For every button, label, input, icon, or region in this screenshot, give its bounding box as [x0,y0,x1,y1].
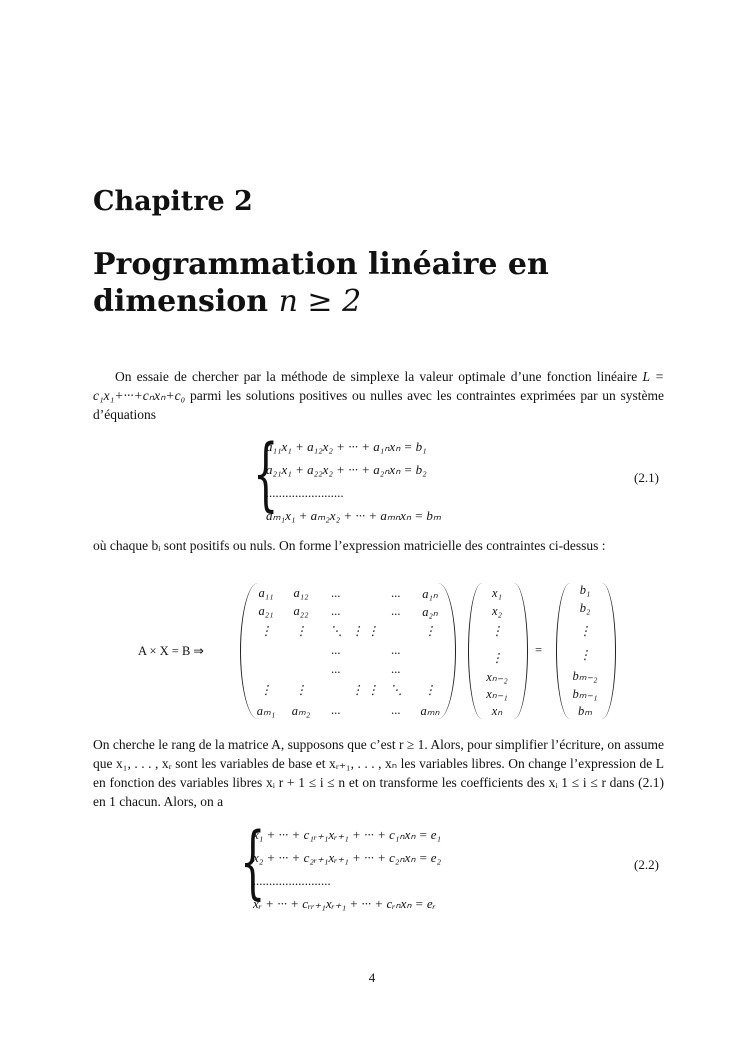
intro-part-1: On essaie de chercher par la méthode de simplexe la valeur optimale d’une fonction linéaire [115,369,638,384]
vector-X-cell: x₂ [492,604,502,618]
system2-line: x₂ + ··· + c₂ᵣ₊₁xᵣ₊₁ + ··· + c₂ₙxₙ = e₂ [253,850,442,865]
vector-X-cell: ⋮ [490,651,504,665]
system1-line: ........................ [266,485,344,500]
vector-X-cell: xₙ₋₂ [486,670,508,684]
system-2-2 [253,823,441,915]
vector-X-cell: x₁ [492,586,502,600]
system1-line: a₁₁x₁ + a₁₂x₂ + ··· + a₁ₙxₙ = b₁ [266,439,427,454]
matrix-A-cell: ... [391,586,401,600]
after-system1-text: où chaque bᵢ sont positifs ou nuls. On forme l’expression matricielle des contraintes ci-dessus : [93,538,606,553]
matrix-A-cell: ⋮ ⋮ [350,683,380,697]
matrix-A-cell: a₁₁ [258,586,274,600]
equation-number-2-2: (2.2) [634,857,659,872]
intro-part-2: parmi les solutions positives ou nulles avec les contraintes exprimées par un système d’équations [93,388,664,422]
intro-math: L = c₁x₁+···+cₙxₙ+c₀ [93,369,665,403]
system2-line: x₁ + ··· + c₁ᵣ₊₁xᵣ₊₁ + ··· + c₁ₙxₙ = e₁ [253,827,442,842]
page-number: 4 [368,970,376,985]
system2-line: xᵣ + ··· + cᵣᵣ₊₁xᵣ₊₁ + ··· + cᵣₙxₙ = eᵣ [253,896,436,911]
matrix-A-cell: ⋮ ⋮ [350,624,380,638]
equation-number-2-1: (2.1) [634,470,659,485]
matrix-A-cell: ⋮ [259,683,273,697]
vector-B-cell: bₘ [577,704,593,718]
matrix-A-cell: ... [391,703,401,717]
matrix-equals: = [535,643,543,657]
matrix-A-cell: ... [331,643,341,657]
matrix-A-cell: ... [391,662,401,676]
vector-B-cell: bₘ₋₁ [572,687,598,701]
system1-line: aₘ₁x₁ + aₘ₂x₂ + ··· + aₘₙxₙ = bₘ [266,508,441,523]
matrix-A-cell: aₘ₁ [256,704,276,718]
matrix-lhs: A × X = B ⇒ [138,644,204,658]
vector-X-cell: xₙ [491,704,503,718]
middle-paragraph [93,735,664,811]
title-line-2-text: dimension [93,284,269,319]
vector-B-cell: ⋮ [578,624,592,638]
matrix-A-cell: ... [331,703,341,717]
matrix-A-cell: ⋮ [294,683,308,697]
matrix-A-cell: ⋱ [389,683,403,697]
vector-B-cell: b₁ [579,583,591,597]
matrix-A-cell: a₂₂ [293,604,309,618]
chapter-heading: Chapitre 2 [93,186,253,217]
matrix-A-cell: ⋮ [294,624,308,638]
matrix-A-cell: a₂₁ [258,604,274,618]
matrix-A-cell: ... [331,586,341,600]
system2-brace: { [240,815,266,908]
matrix-A-cell: a₁₂ [293,586,309,600]
matrix-A-cell: ⋮ [423,624,437,638]
system1-line: a₂₁x₁ + a₂₂x₂ + ··· + a₂ₙxₙ = b₂ [266,462,427,477]
vector-B-cell: b₂ [579,601,591,615]
matrix-A-cell: ⋮ [259,624,273,638]
matrix-A-cell: ... [331,604,341,618]
vector-B-cell: bₘ₋₂ [572,669,598,683]
vector-B-cell: ⋮ [578,648,592,662]
matrix-A-cell: aₘ₂ [291,704,311,718]
matrix-A-cell: ... [331,662,341,676]
matrix-A-cell: a₁ₙ [422,587,438,601]
vector-X-cell: ⋮ [490,624,504,638]
vector-X-cell: xₙ₋₁ [486,687,508,701]
matrix-A-cell: aₘₙ [420,704,440,718]
matrix-A-cell: ⋱ [329,624,343,638]
matrix-A-cell: a₂ₙ [422,605,438,619]
matrix-A-cell: ⋮ [423,683,437,697]
matrix-A-cell: ... [391,604,401,618]
middle-text: On cherche le rang de la matrice A, supposons que c’est r ≥ 1. Alors, pour simplifier l’écriture, on assume que x₁, . . . , xᵣ sont les variables de base et xᵣ₊₁, . . . , xₙ les variables libres. On change l’expression de L en fonction des variables libres xᵢ r + 1 ≤ i ≤ n et on transforme les coefficients des xᵢ 1 ≤ i ≤ r dans (2.1) en 1 chacun. Alors, on a [93,737,664,809]
system1-brace: { [253,427,279,520]
title-line-1: Programmation linéaire en [93,247,549,282]
system2-line: ........................ [253,873,331,888]
title-line-2-math: n ≥ 2 [278,284,362,319]
matrix-A-cell: ... [391,643,401,657]
